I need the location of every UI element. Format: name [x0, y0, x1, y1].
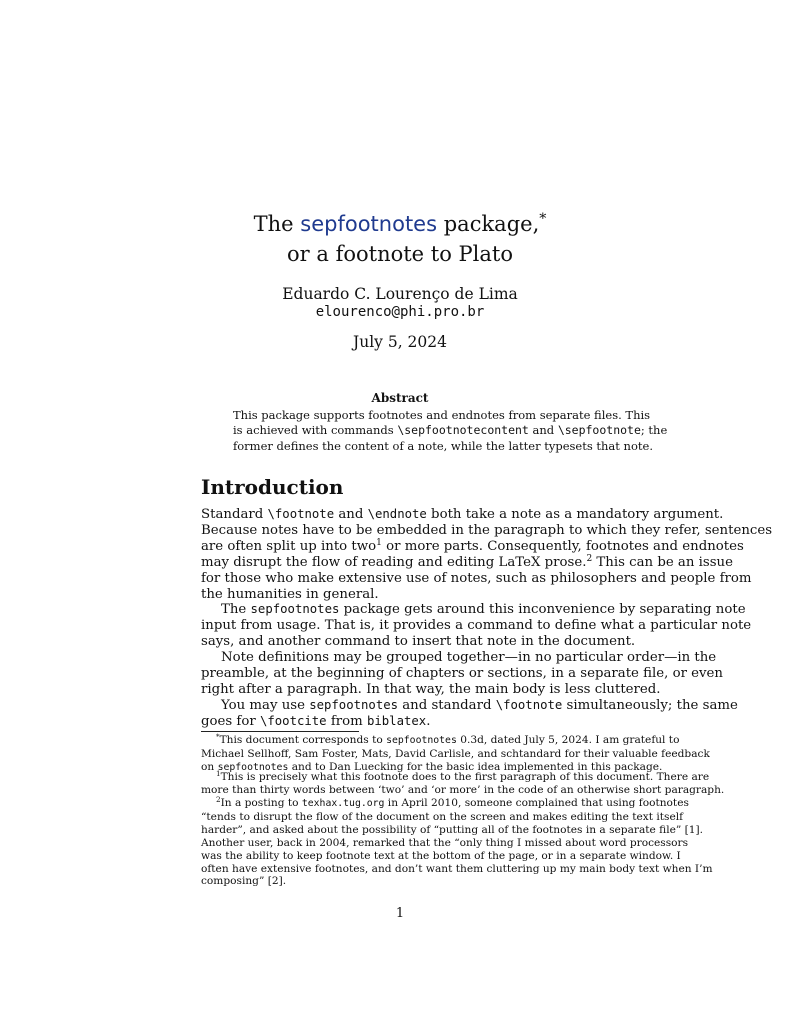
footnote-line: on sepfootnotes and to Dan Luecking for the basic idea implemented in this package.: [201, 760, 663, 773]
body-line: The sepfootnotes package gets around this inconvenience by separating note: [221, 602, 746, 618]
document-date: July 5, 2024: [353, 333, 447, 351]
title-prefix: The: [253, 212, 294, 236]
body-line: goes for \footcite from biblatex.: [201, 713, 431, 729]
abstract-line: former defines the content of a note, while the latter typesets that note.: [233, 438, 653, 453]
body-line: Because notes have to be embedded in the paragraph to which they refer, sentences: [201, 522, 773, 538]
footnote-mark: *: [216, 732, 220, 742]
abstract-line: is achieved with commands \sepfootnotecontent and \sepfootnote; the: [233, 423, 668, 438]
body-line: You may use sepfootnotes and standard \footnote simultaneously; the same: [221, 697, 738, 713]
footnote-divider: [201, 731, 359, 732]
footnote-line: often have extensive footnotes, and don’t want them cluttering up my main body text when I’m: [201, 862, 713, 875]
document-title: [0, 210, 800, 238]
footnote-line: harder”, and asked about the possibility of “putting all of the footnotes in a separate file” [1].: [201, 823, 704, 836]
footnote-star: [201, 732, 710, 775]
footnote-line: “tends to disrupt the flow of the document on the screen and makes editing the text itself: [201, 810, 684, 823]
footnote-ref-1[interactable]: 1: [376, 537, 382, 548]
abstract-text: [233, 408, 668, 454]
footnote-line: *This document corresponds to sepfootnotes 0.3d, dated July 5, 2024. I am grateful to: [216, 732, 680, 746]
abstract-heading: Abstract: [371, 391, 429, 405]
footnote-line: Another user, back in 2004, remarked that the “only thing I missed about word processors: [201, 836, 689, 849]
body-line: for those who make extensive use of notes, such as philosophers and people from: [201, 570, 752, 586]
command-sepfootnotecontent: \sepfootnotecontent: [397, 423, 529, 438]
footnote-1: [201, 769, 725, 797]
footnote-2: [201, 795, 713, 888]
package-name-link[interactable]: sepfootnotes: [300, 212, 438, 236]
page-number: 1: [395, 906, 405, 921]
footnote-ref-2[interactable]: 2: [586, 553, 593, 564]
body-line: preamble, at the beginning of chapters or sections, in a separate file, or even: [201, 666, 723, 682]
body-line: the humanities in general.: [201, 586, 379, 602]
author-name: Eduardo C. Lourenço de Lima: [282, 285, 518, 303]
body-line: right after a paragraph. In that way, the main body is less cluttered.: [201, 681, 661, 697]
body-line: are often split up into two$^1$ or more parts. Consequently, footnotes and endnotes: [201, 537, 744, 554]
author-email[interactable]: elourenco@phi.pro.br: [315, 304, 485, 320]
footnote-line: $^1$This is precisely what this footnote does to the first paragraph of this document. There are: [216, 769, 710, 783]
body-line: Note definitions may be grouped together—in no particular order—in the: [221, 650, 717, 666]
title-suffix: package,: [443, 212, 540, 236]
body-line: input from usage. That is, it provides a command to define what a particular note: [201, 618, 752, 634]
document-subtitle: or a footnote to Plato: [287, 242, 513, 266]
footnote-line: $^2$In a posting to texhax.tug.org in April 2010, someone complained that using footnotes: [216, 795, 689, 809]
body-line: Standard \footnote and \endnote both take a note as a mandatory argument.: [201, 507, 724, 522]
abstract-line: This package supports footnotes and endnotes from separate files. This: [233, 408, 651, 422]
texhax-link[interactable]: texhax.tug.org: [301, 798, 385, 809]
footnote-line: more than thirty words between ‘two’ and ‘or more’ in the code of an otherwise short paragraph.: [201, 783, 725, 796]
section-heading: Introduction: [201, 475, 344, 499]
footnote-mark: 2: [216, 795, 221, 805]
footnote-line: Michael Sellhoff, Sam Foster, Mats, David Carlisle, and schtandard for their valuable feedback: [201, 747, 710, 760]
title-footnote-mark[interactable]: *: [539, 211, 547, 228]
body-text: [201, 507, 773, 730]
footnote-line: composing” [2].: [201, 875, 287, 888]
footnote-line: was the ability to keep footnote text at the bottom of the page, or in a separate window. I: [201, 849, 681, 862]
footnote-mark: 1: [216, 769, 221, 779]
body-line: may disrupt the flow of reading and editing LaTeX prose.$^2$ This can be an issue: [201, 553, 733, 570]
body-line: says, and another command to insert that note in the document.: [201, 634, 636, 650]
command-sepfootnote: \sepfootnote: [557, 423, 641, 438]
